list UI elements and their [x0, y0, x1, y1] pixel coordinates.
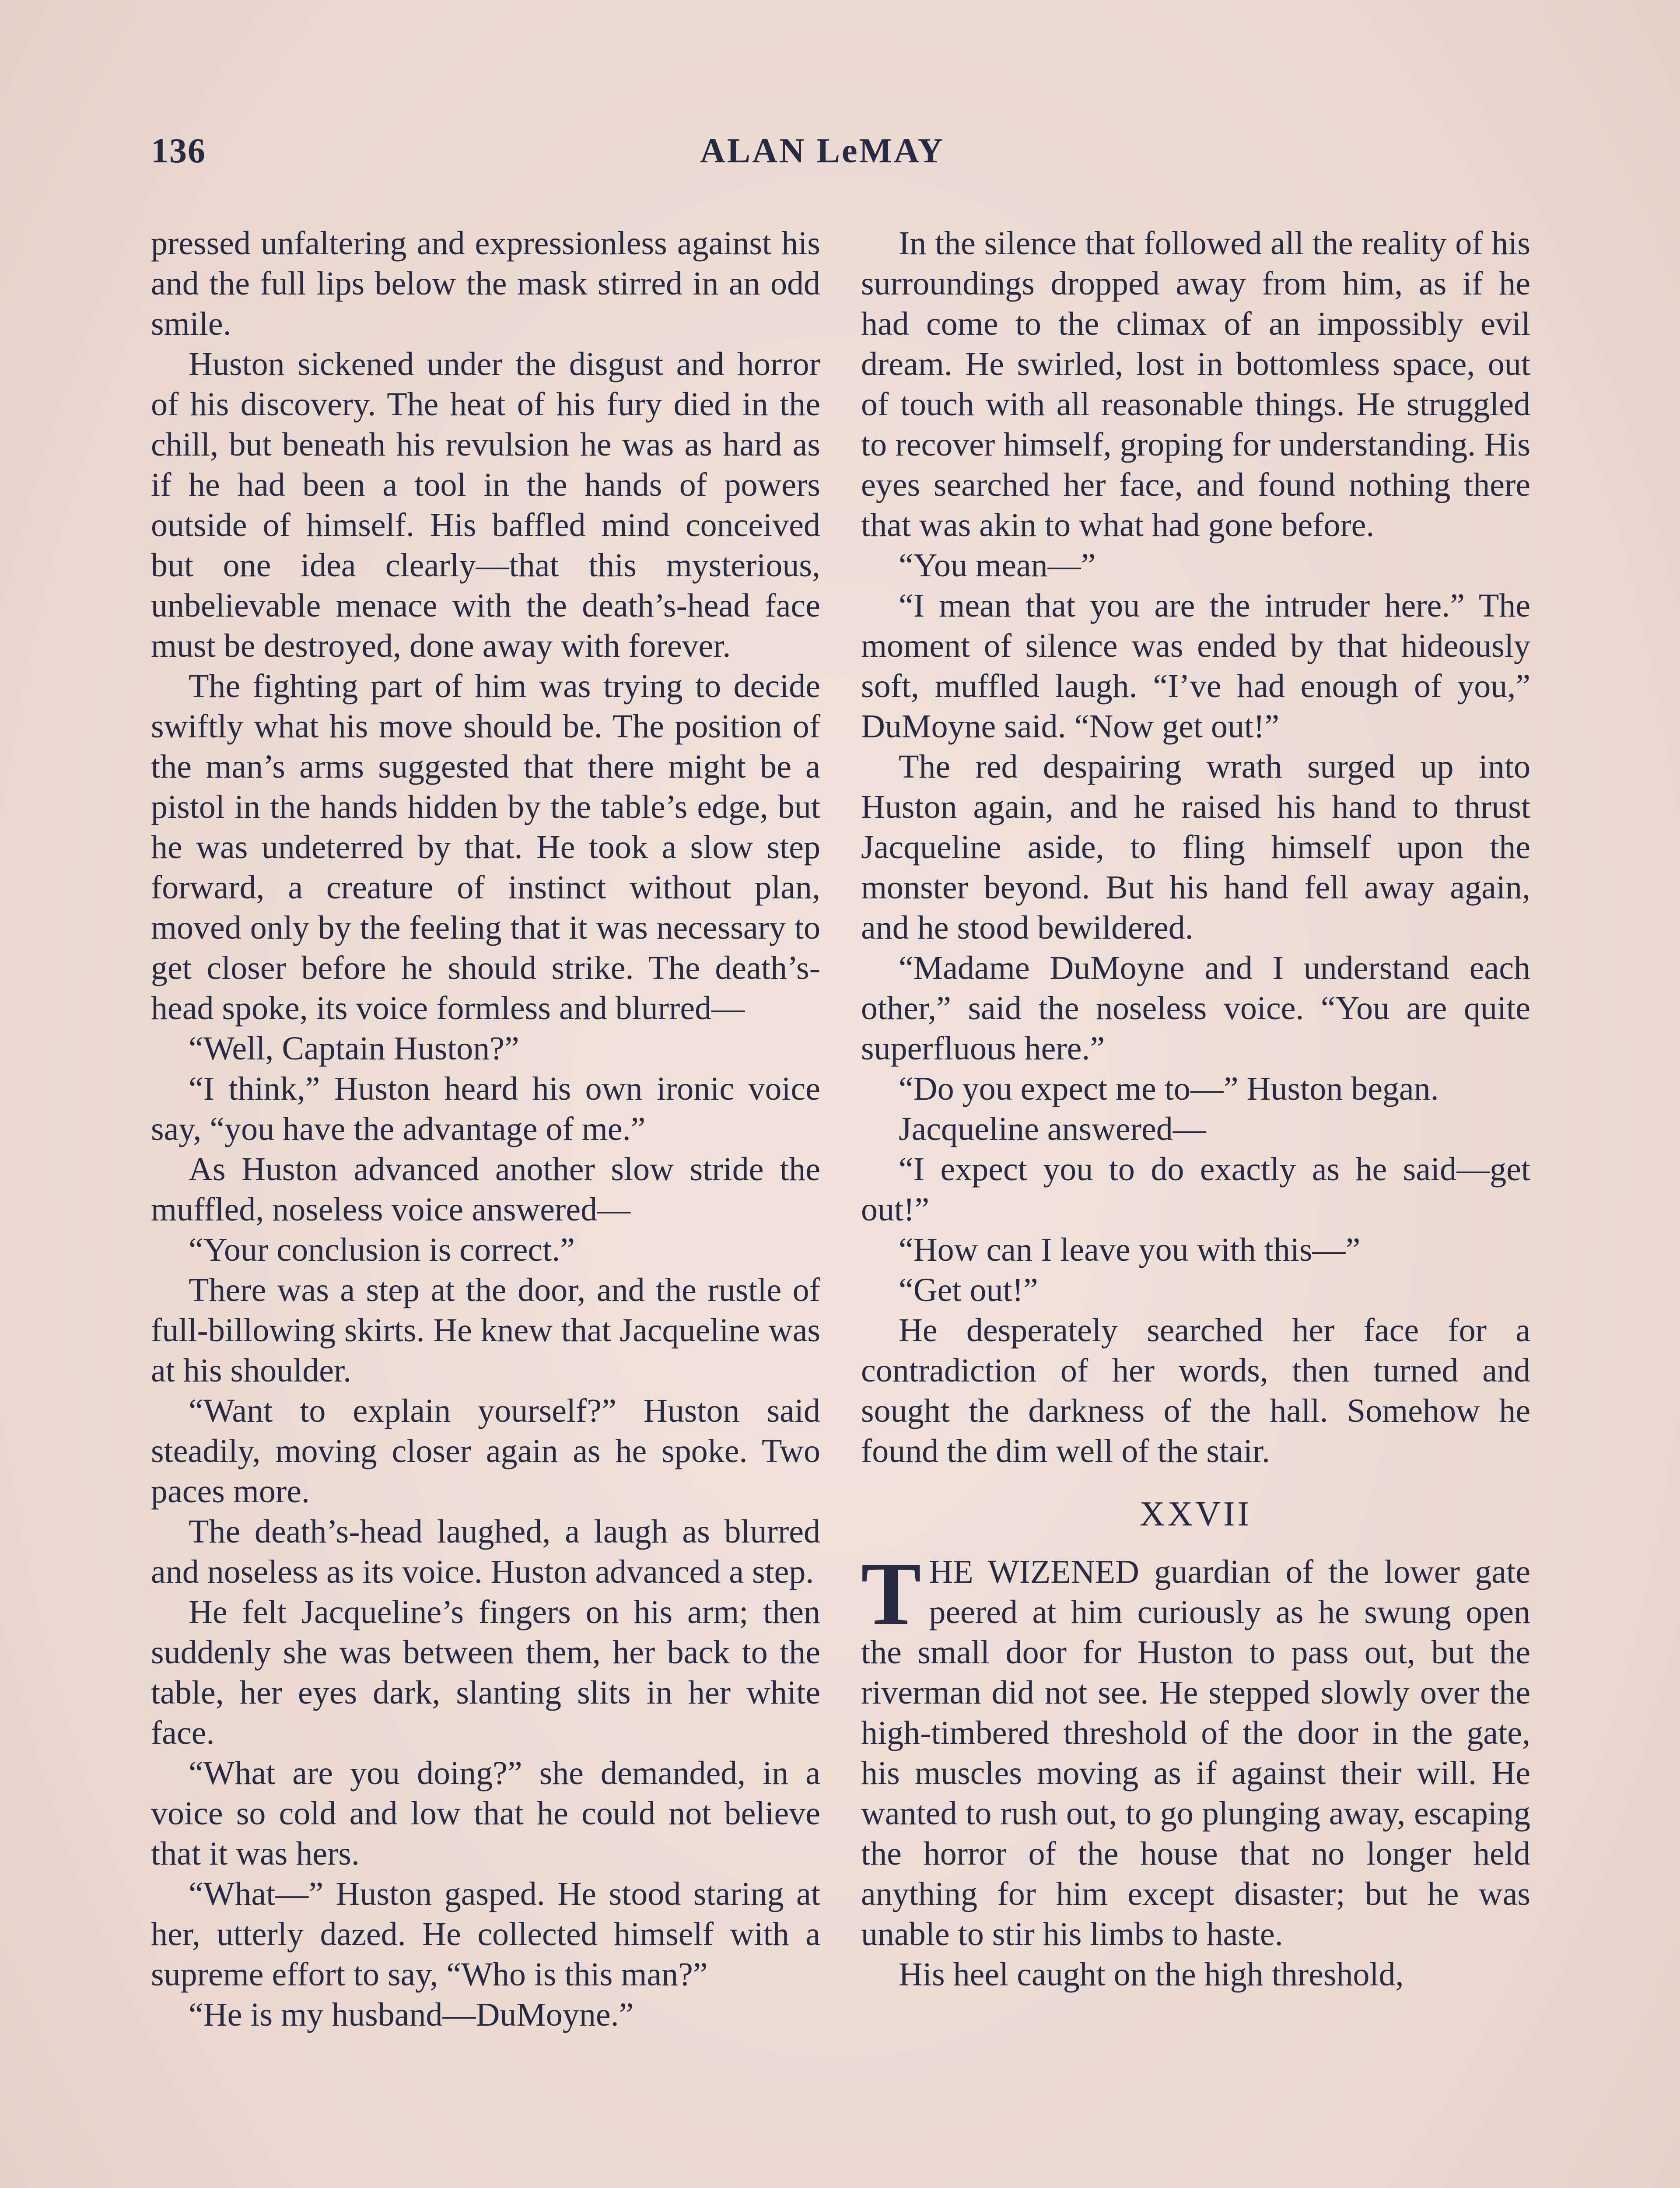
- paragraph: “Well, Captain Huston?”: [189, 1030, 519, 1067]
- paragraph: He felt Jacqueline’s fingers on his arm; then suddenly she was between them, her back to the table, her eyes dark, slanting slits in her white face.: [151, 1594, 820, 1751]
- paragraph: “Madame DuMoyne and I understand each other,” said the noseless voice. “You are quite superfluous here.”: [861, 950, 1530, 1067]
- right-text-column: [861, 223, 1530, 1995]
- right-column-paragraphs: [861, 223, 1530, 1471]
- paragraph: The fighting part of him was trying to decide swiftly what his move should be. The position of the man’s arms suggested that there might be a pistol in the hands hidden by the table’s edge, but he was undeterred by that. He took a slow step forward, a creature of instinct without plan, moved only by the feeling that it was necessary to get closer before he should strike. The death’s-head spoke, its voice formless and blurred—: [151, 668, 820, 1027]
- paragraph: In the silence that followed all the reality of his surroundings dropped away from him, as if he had come to the climax of an impossibly evil dream. He swirled, lost in bottomless space, out of touch with all reasonable things. He struggled to recover himself, groping for understanding. His eyes searched her face, and found nothing there that was akin to what had gone before.: [861, 225, 1530, 543]
- paragraph: There was a step at the door, and the rustle of full-billowing skirts. He knew that Jacqueline was at his shoulder.: [151, 1272, 820, 1389]
- running-head: ALAN LeMAY: [700, 132, 945, 170]
- chapter-opening-text: HE WIZENED guardian of the lower gate peered at him curiously as he swung open the small door for Huston to pass out, but the riverman did not see. He stepped slowly over the high-timbered threshold of the door in the gate, his muscles moving as if against their will. He wanted to rush out, to go plunging away, escaping the horror of the house that no longer held anything for him except disaster; but he was unable to stir his limbs to haste.: [861, 1553, 1530, 1953]
- drop-cap: T: [861, 1543, 921, 1644]
- paragraph: As Huston advanced another slow stride the muffled, noseless voice answered—: [151, 1151, 820, 1228]
- paragraph: “I expect you to do exactly as he said—get out!”: [861, 1151, 1530, 1228]
- paragraph: “I think,” Huston heard his own ironic voice say, “you have the advantage of me.”: [151, 1070, 820, 1147]
- paragraph: The death’s-head laughed, a laugh as blurred and noseless as its voice. Huston advanced a step.: [151, 1513, 820, 1590]
- paragraph: “He is my husband—DuMoyne.”: [189, 1996, 634, 2033]
- chapter-heading: XXVII: [1139, 1495, 1252, 1533]
- right-column-continuation: [861, 1954, 1530, 1995]
- paragraph: “Do you expect me to—” Huston began.: [899, 1070, 1439, 1107]
- page-number: 136: [151, 132, 206, 170]
- paragraph: “How can I leave you with this—”: [899, 1231, 1361, 1268]
- paragraph: “You mean—”: [899, 547, 1096, 584]
- paragraph: “I mean that you are the intruder here.” The moment of silence was ended by that hideously soft, muffled laugh. “I’ve had enough of you,” DuMoyne said. “Now get out!”: [861, 587, 1530, 745]
- left-text-column: [151, 223, 820, 2035]
- paragraph: “What are you doing?” she demanded, in a voice so cold and low that he could not believe that it was hers.: [151, 1755, 820, 1872]
- paragraph: Jacqueline answered—: [899, 1111, 1206, 1147]
- paragraph: The red despairing wrath surged up into Huston again, and he raised his hand to thrust Jacqueline aside, to fling himself upon the monster beyond. But his hand fell away again, and he stood bewildered.: [861, 748, 1530, 946]
- paragraph: Huston sickened under the disgust and horror of his discovery. The heat of his fury died in the chill, but beneath his revulsion he was as hard as if he had been a tool in the hands of powers outside of himself. His baffled mind conceived but one idea clearly—that this mysterious, unbelievable menace with the death’s-head face must be destroyed, done away with forever.: [151, 346, 820, 664]
- chapter-opening-paragraph: [861, 1543, 1530, 1954]
- paragraph: “Want to explain yourself?” Huston said steadily, moving closer again as he spoke. Two paces more.: [151, 1392, 820, 1510]
- paragraph: “What—” Huston gasped. He stood staring at her, utterly dazed. He collected himself with a supreme effort to say, “Who is this man?”: [151, 1876, 820, 1993]
- paragraph: pressed unfaltering and expressionless against his and the full lips below the mask stirred in an odd smile.: [151, 225, 820, 342]
- paragraph: He desperately searched her face for a contradiction of her words, then turned and sought the darkness of the hall. Somehow he found the dim well of the stair.: [861, 1312, 1530, 1469]
- paragraph: “Get out!”: [899, 1272, 1038, 1308]
- paragraph: “Your conclusion is correct.”: [189, 1231, 575, 1268]
- paragraph: His heel caught on the high threshold,: [899, 1956, 1404, 1993]
